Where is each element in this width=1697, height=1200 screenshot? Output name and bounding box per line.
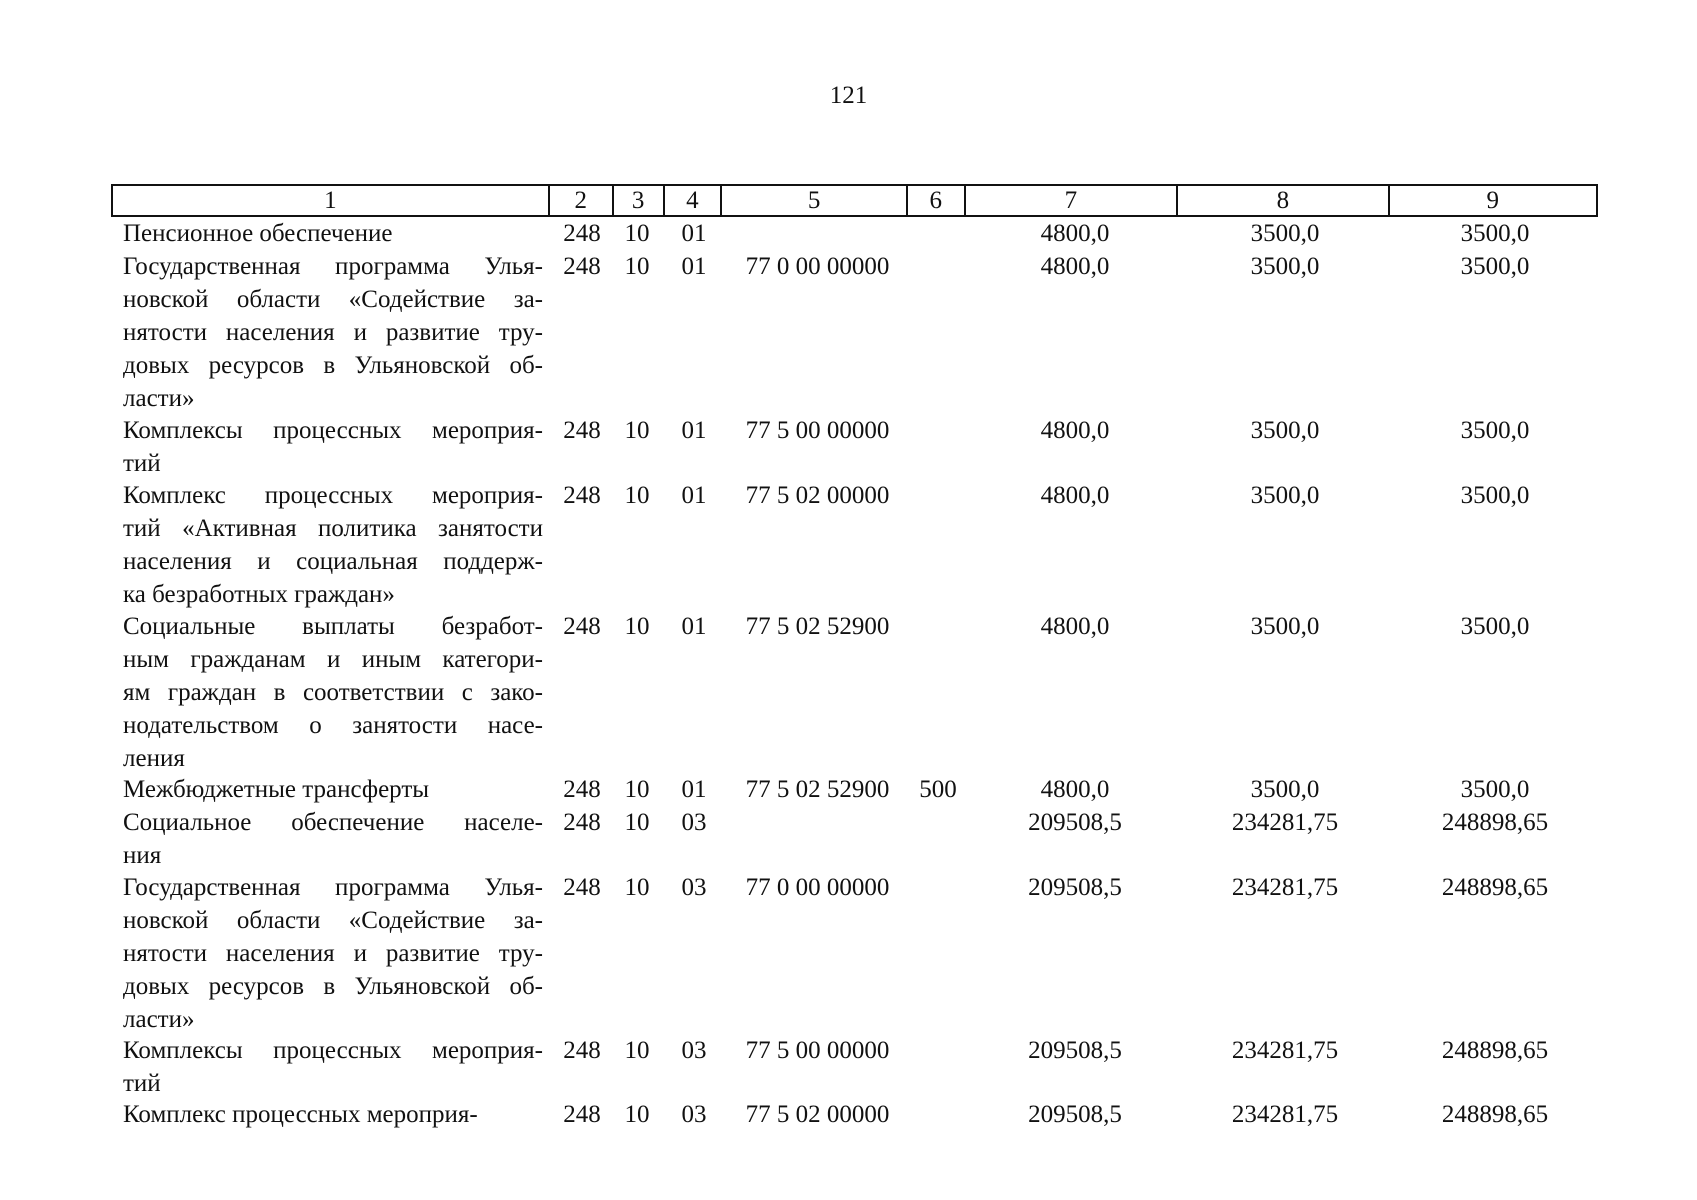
row-col-4: 03 [681,1037,707,1064]
row-col-8: 234281,75 [1231,809,1339,836]
row-col-7: 4800,0 [1040,220,1110,247]
row-col-9: 248898,65 [1441,1101,1549,1128]
header-col-5: 5 [722,186,908,215]
row-col-3: 10 [624,1101,650,1128]
row-description [123,806,543,872]
description-line: тий [123,450,161,477]
row-col-3: 10 [624,776,650,803]
description-line: тий «Активная политика занятости [123,515,543,542]
row-col-4: 01 [681,253,707,280]
row-description [123,773,543,806]
row-col-7: 209508,5 [1028,874,1122,901]
row-col-9: 3500,0 [1460,253,1530,280]
header-col-8: 8 [1178,186,1389,215]
page-number: 121 [829,82,868,109]
row-col-3: 10 [624,220,650,247]
row-col-4: 03 [681,809,707,836]
description-line: Государственная программа Улья- [123,874,543,901]
row-col-7: 4800,0 [1040,253,1110,280]
row-col-2: 248 [563,253,601,280]
row-col-2: 248 [563,220,601,247]
description-line: Пенсионное обеспечение [123,220,393,247]
description-line: Комплекс процессных мероприя- [123,482,543,509]
row-col-8: 234281,75 [1231,1037,1339,1064]
row-col-3: 10 [624,809,650,836]
row-col-9: 3500,0 [1460,417,1530,444]
row-col-7: 209508,5 [1028,1037,1122,1064]
row-col-9: 248898,65 [1441,1037,1549,1064]
row-col-2: 248 [563,417,601,444]
row-description [123,217,543,250]
row-col-7: 4800,0 [1040,776,1110,803]
row-col-9: 3500,0 [1460,776,1530,803]
row-col-4: 01 [681,482,707,509]
row-description [123,1098,543,1131]
description-line: нятости населения и развитие тру- [123,940,543,967]
description-line: Комплексы процессных мероприя- [123,1037,543,1064]
description-line: ния [123,842,162,869]
row-col-4: 01 [681,776,707,803]
row-col-9: 3500,0 [1460,613,1530,640]
row-col-9: 3500,0 [1460,220,1530,247]
row-col-5: 77 0 00 00000 [745,253,890,280]
header-col-7: 7 [966,186,1178,215]
description-line: нятости населения и развитие тру- [123,319,543,346]
row-col-2: 248 [563,1101,601,1128]
row-col-6: 500 [919,776,957,803]
description-line: ления [123,745,185,772]
header-col-4: 4 [665,186,723,215]
description-line: Социальные выплаты безработ- [123,613,543,640]
row-col-3: 10 [624,1037,650,1064]
row-col-8: 3500,0 [1250,417,1320,444]
description-line: Социальное обеспечение населе- [123,809,543,836]
row-description [123,414,543,480]
row-description [123,250,543,415]
row-col-5: 77 5 02 52900 [745,776,890,803]
row-col-4: 01 [681,220,707,247]
row-col-3: 10 [624,874,650,901]
row-col-5: 77 5 02 00000 [745,482,890,509]
row-col-3: 10 [624,417,650,444]
header-col-6: 6 [908,186,966,215]
row-col-8: 234281,75 [1231,874,1339,901]
row-col-5: 77 5 00 00000 [745,1037,890,1064]
description-line: Комплексы процессных мероприя- [123,417,543,444]
row-description [123,1034,543,1100]
row-col-2: 248 [563,1037,601,1064]
row-col-3: 10 [624,482,650,509]
row-col-8: 3500,0 [1250,613,1320,640]
header-col-1: 1 [113,186,550,215]
row-col-7: 4800,0 [1040,482,1110,509]
row-col-8: 3500,0 [1250,253,1320,280]
header-col-2: 2 [550,186,614,215]
description-line: тий [123,1070,161,1097]
header-col-9: 9 [1486,187,1499,214]
row-col-2: 248 [563,776,601,803]
row-col-4: 03 [681,1101,707,1128]
row-col-7: 4800,0 [1040,613,1110,640]
row-col-2: 248 [563,613,601,640]
description-line: довых ресурсов в Ульяновской об- [123,352,543,379]
row-description [123,871,543,1036]
description-line: Межбюджетные трансферты [123,776,430,803]
row-col-9: 248898,65 [1441,809,1549,836]
row-col-9: 3500,0 [1460,482,1530,509]
row-col-5: 77 5 00 00000 [745,417,890,444]
row-col-8: 234281,75 [1231,1101,1339,1128]
row-col-4: 01 [681,417,707,444]
row-col-7: 4800,0 [1040,417,1110,444]
row-col-2: 248 [563,809,601,836]
description-line: Комплекс процессных мероприя- [123,1101,478,1128]
description-line: Государственная программа Улья- [123,253,543,280]
description-line: ным гражданам и иным категори- [123,646,543,673]
header-col-3: 3 [614,186,665,215]
description-line: ка безработных граждан» [123,581,395,608]
description-line: ям граждан в соответствии с зако- [123,679,543,706]
row-col-8: 3500,0 [1250,776,1320,803]
row-col-7: 209508,5 [1028,809,1122,836]
row-col-5: 77 5 02 00000 [745,1101,890,1128]
description-line: нодательством о занятости насе- [123,712,543,739]
row-col-7: 209508,5 [1028,1101,1122,1128]
row-description [123,610,543,775]
row-col-8: 3500,0 [1250,220,1320,247]
row-col-9: 248898,65 [1441,874,1549,901]
row-col-8: 3500,0 [1250,482,1320,509]
description-line: довых ресурсов в Ульяновской об- [123,973,543,1000]
description-line: новской области «Содействие за- [123,286,543,313]
row-col-3: 10 [624,613,650,640]
row-col-4: 01 [681,613,707,640]
row-col-2: 248 [563,482,601,509]
row-col-5: 77 5 02 52900 [745,613,890,640]
row-col-5: 77 0 00 00000 [745,874,890,901]
row-col-4: 03 [681,874,707,901]
description-line: ласти» [123,1006,195,1033]
row-description [123,479,543,611]
row-col-3: 10 [624,253,650,280]
description-line: ласти» [123,385,195,412]
description-line: населения и социальная поддерж- [123,548,543,575]
row-col-2: 248 [563,874,601,901]
description-line: новской области «Содействие за- [123,907,543,934]
